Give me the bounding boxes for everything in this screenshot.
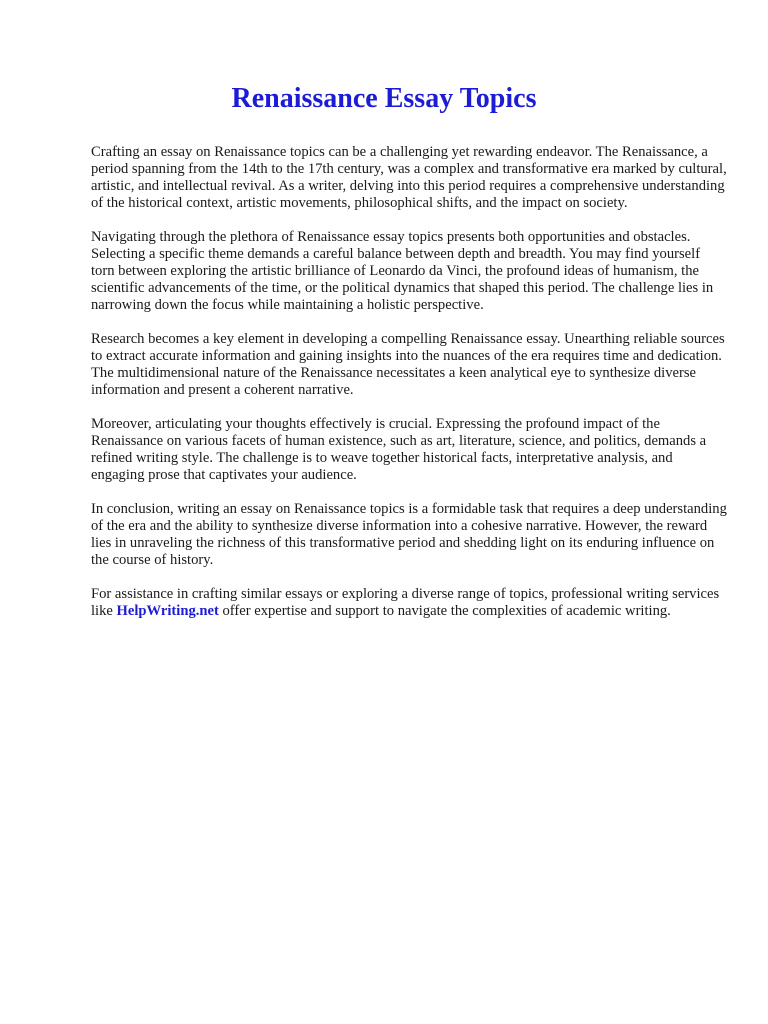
helpwriting-link[interactable]: HelpWriting.net xyxy=(116,603,219,619)
paragraph-research: Research becomes a key element in developing a compelling Renaissance essay. Unearthing reliable sources to extract accurate information and gaining insights into the nuances of the era requires time and dedication. The multidimensional nature of the Renaissance necessitates a keen analytical eye to synthesize diverse information and present a coherent narrative. xyxy=(91,331,725,398)
document-body xyxy=(91,144,727,637)
paragraph-writing-style: Moreover, articulating your thoughts effectively is crucial. Expressing the profound impact of the Renaissance on various facets of human existence, such as art, literature, science, and politics, demands a refined writing style. The challenge is to weave together historical facts, interpretative analysis, and engaging prose that captivates your audience. xyxy=(91,416,707,483)
paragraph-intro: Crafting an essay on Renaissance topics can be a challenging yet rewarding endeavor. The Renaissance, a period spanning from the 14th to the 17th century, was a complex and transformative era marked by cultural, artistic, and intellectual revival. As a writer, delving into this period requires a comprehensive understanding of the historical context, artistic movements, philosophical shifts, and the impact on society. xyxy=(91,144,727,211)
paragraph-assistance xyxy=(91,586,727,620)
paragraph-topics: Navigating through the plethora of Renaissance essay topics presents both opportunities and obstacles. Selecting a specific theme demands a careful balance between depth and breadth. You may find yourself torn between exploring the artistic brilliance of Leonardo da Vinci, the profound ideas of humanism, the scientific advancements of the time, or the political dynamics that shaped this period. The challenge lies in narrowing down the focus while maintaining a holistic perspective. xyxy=(91,229,714,313)
page-title: Renaissance Essay Topics xyxy=(231,83,537,114)
assistance-text-before: For assistance in crafting similar essays or exploring a diverse range of topics, professional writing services like xyxy=(91,586,720,619)
paragraph-conclusion: In conclusion, writing an essay on Renaissance topics is a formidable task that requires a deep understanding of the era and the ability to synthesize diverse information into a cohesive narrative. However, the reward lies in unraveling the richness of this transformative period and shedding light on its enduring influence on the course of history. xyxy=(91,501,727,568)
assistance-text-after: offer expertise and support to navigate the complexities of academic writing. xyxy=(218,603,671,619)
